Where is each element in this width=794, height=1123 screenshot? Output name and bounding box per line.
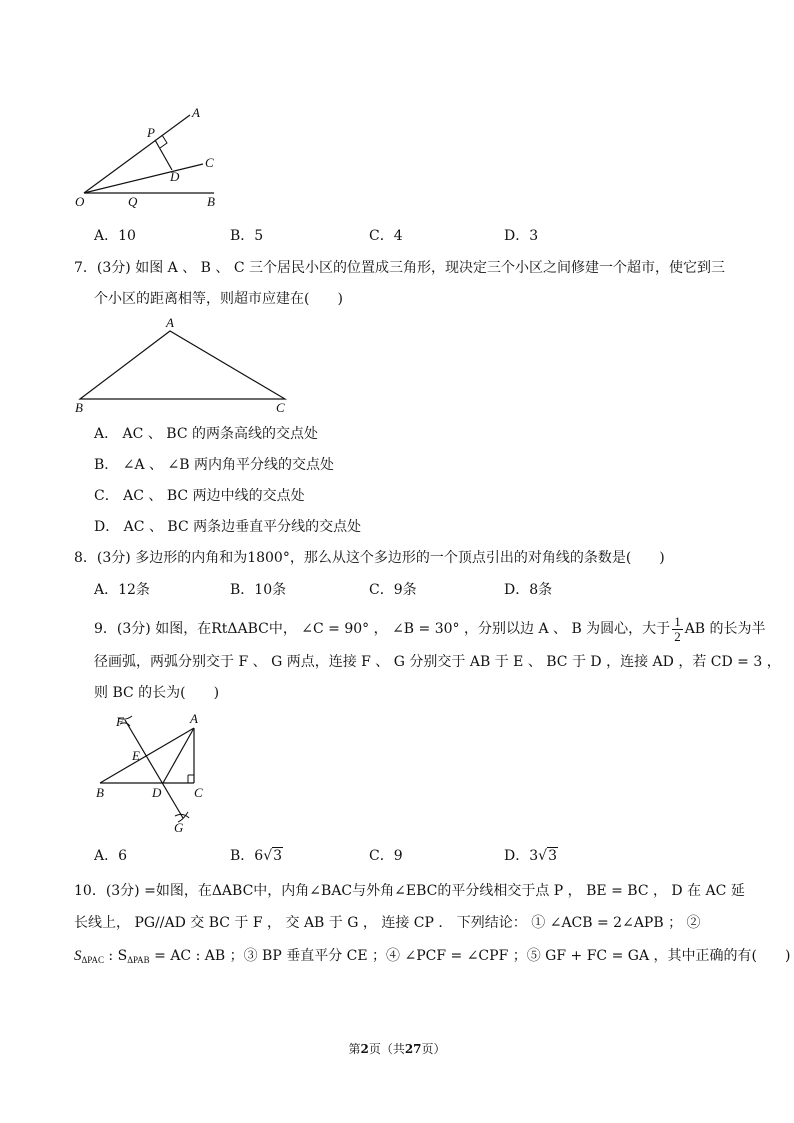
label-B: B [207, 194, 215, 209]
label-D: D [170, 169, 180, 184]
footer-mid: 页（共 [368, 1042, 405, 1056]
q10-stem-line3 [74, 946, 790, 970]
fraction-one-half [672, 615, 683, 644]
q7-stem-line2: 个小区的距离相等，则超市应建在( ) [94, 291, 343, 307]
q9-stem-line2: 径画弧，两弧分别交于 F 、 G 两点，连接 F 、 G 分别交于 AB 于 E 、 BC 于 D ，连接 AD ，若 CD = 3 ， [94, 654, 781, 670]
q10-stem-line1: 10．(3分) =如图，在ΔABC中，内角∠BAC与外角∠EBC的平分线相交于点 P ， BE = BC ， D 在 AC 延 [74, 883, 745, 899]
q10-line3-rest: = AC : AB ；③ BP 垂直平分 CE ；④ ∠PCF = ∠CPF ；⑤ GF + FC = GA ，其中正确的有( ) [149, 948, 791, 964]
footer-post: 页） [421, 1042, 446, 1056]
q7-option-b[interactable]: B． ∠A 、 ∠B 两内角平分线的交点处 [94, 457, 334, 473]
q9-stem-line3: 则 BC 的长为( ) [94, 685, 220, 701]
sqrt-sign: √ [263, 848, 273, 864]
sqrt-sign: √ [538, 848, 548, 864]
label-C: C [205, 155, 214, 170]
label-A: A [166, 316, 174, 330]
q8-option-b[interactable]: B．10条 [230, 582, 287, 598]
area-separator: : S [103, 948, 128, 964]
label-B: B [75, 400, 83, 414]
label-B: B [96, 785, 104, 800]
q9-option-b[interactable] [230, 846, 283, 866]
fraction-numerator: 1 [674, 613, 681, 629]
label-O: O [75, 194, 85, 209]
label-C: C [194, 785, 203, 800]
label-C: C [276, 400, 285, 414]
figure-perpendicular-bisector [88, 708, 218, 838]
q9-option-d[interactable] [504, 846, 558, 866]
q9-option-d-radicand: 3 [548, 848, 557, 864]
label-D: D [152, 785, 162, 800]
label-Q: Q [128, 194, 138, 209]
q9-option-c[interactable]: C．9 [369, 848, 403, 864]
label-P: P [147, 125, 155, 140]
fraction-denominator: 2 [674, 628, 681, 644]
page-footer [0, 1040, 794, 1057]
q7-stem-line1: 7．(3分) 如图 A 、 B 、 C 三个居民小区的位置成三角形，现决定三个小区之间修建一个超市，使它到三 [74, 260, 725, 276]
q7-option-a[interactable]: A． AC 、 BC 的两条高线的交点处 [94, 426, 318, 442]
figure-triangle-abc [70, 316, 300, 414]
q7-option-c[interactable]: C． AC 、 BC 两边中线的交点处 [94, 488, 305, 504]
q9-line1-post: AB 的长为半 [684, 621, 766, 637]
label-F: F [116, 714, 124, 729]
label-A: A [192, 105, 200, 120]
q8-stem: 8．(3分) 多边形的内角和为1800°，那么从这个多边形的一个顶点引出的对角线的条数是( ) [74, 550, 665, 566]
label-A: A [190, 711, 198, 726]
q9-line1-pre: 9．(3分) 如图，在RtΔABC中， ∠C = 90° ， ∠B = 30° ，分别以边 A 、 B 为圆心，大于 [94, 621, 671, 637]
q6-option-d[interactable]: D．3 [504, 228, 539, 244]
area-symbol-1: S [74, 948, 82, 964]
q8-option-d[interactable]: D．8条 [504, 582, 553, 598]
q8-option-a[interactable]: A．12条 [94, 582, 150, 598]
figure-angle-bisector [70, 100, 240, 212]
footer-page-number: 2 [360, 1042, 369, 1056]
q7-option-d[interactable]: D． AC 、 BC 两条边垂直平分线的交点处 [94, 519, 362, 535]
label-E: E [132, 748, 140, 763]
label-G: G [174, 820, 184, 835]
q10-stem-line2: 长线上， PG//AD 交 BC 于 F ， 交 AB 于 G ， 连接 CP ． 下列结论： ① ∠ACB = 2∠APB ； ② [74, 915, 701, 931]
area-subscript-1: ΔPAC [81, 955, 104, 965]
q6-option-b[interactable]: B．5 [230, 228, 264, 244]
q9-option-d-coef: D．3 [504, 848, 539, 864]
area-subscript-2: ΔPAB [127, 955, 150, 965]
q9-option-a[interactable]: A．6 [94, 848, 128, 864]
footer-pre: 第 [348, 1042, 361, 1056]
q9-stem-line1 [94, 614, 766, 644]
q6-option-a[interactable]: A．10 [94, 228, 136, 244]
q9-option-b-radicand: 3 [273, 848, 283, 864]
q8-option-c[interactable]: C．9条 [369, 582, 417, 598]
q6-option-c[interactable]: C．4 [369, 228, 403, 244]
footer-total-pages: 27 [404, 1042, 422, 1056]
q9-option-b-coef: B．6 [230, 848, 264, 864]
